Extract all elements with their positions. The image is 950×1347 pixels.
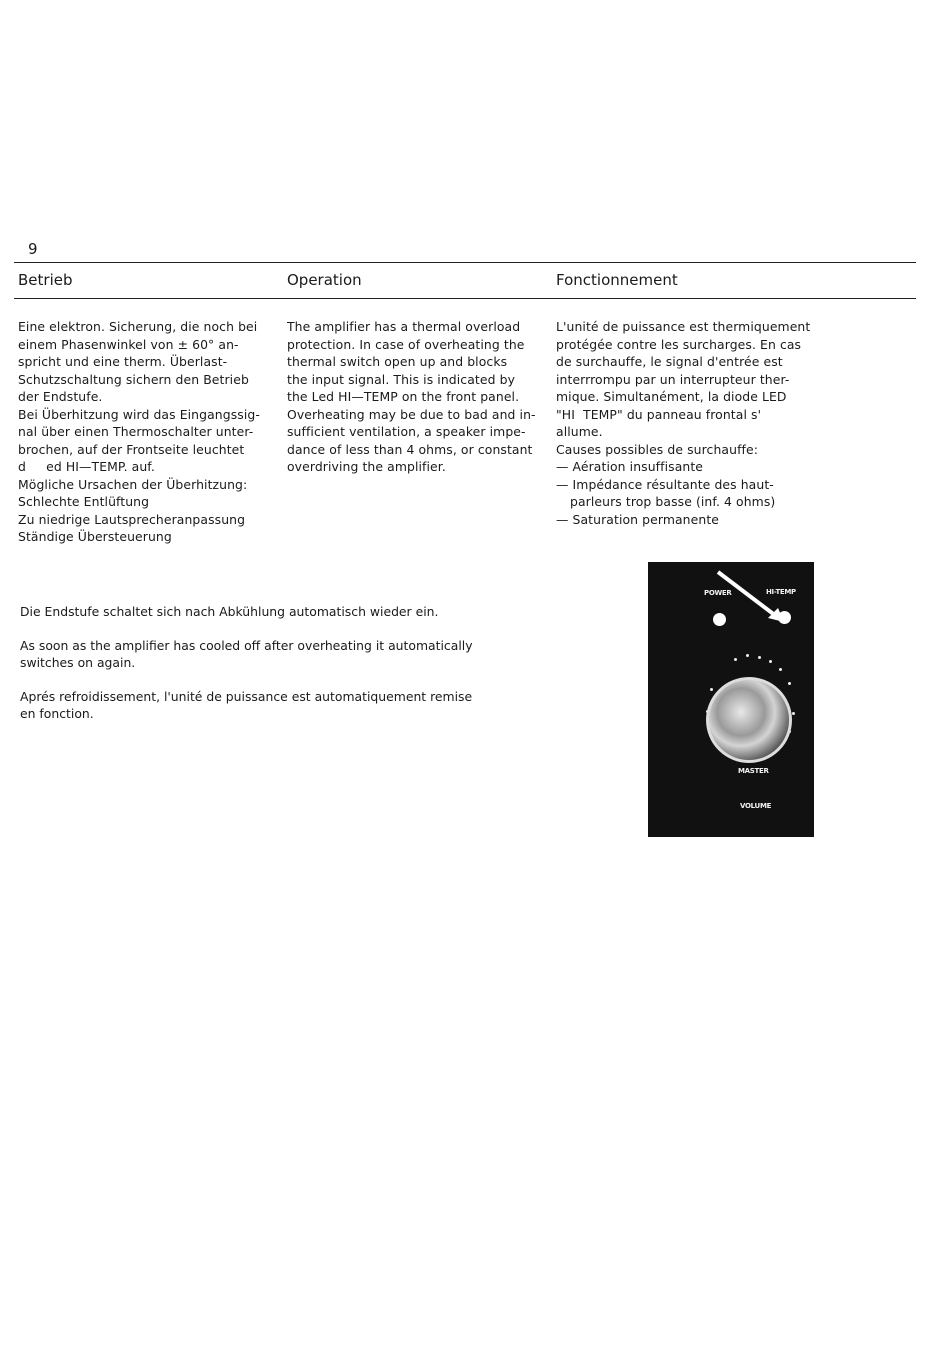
- en-line: The amplifier has a thermal overload: [287, 319, 521, 334]
- french-column: [556, 318, 812, 528]
- note-fr-line: en fonction.: [20, 706, 94, 721]
- heading-fonctionnement: Fonctionnement: [556, 271, 678, 289]
- master-label: MASTER: [738, 767, 769, 775]
- power-led-icon: [713, 613, 726, 626]
- en-line: the Led HI—TEMP on the front panel.: [287, 389, 520, 404]
- english-column: [287, 318, 539, 476]
- german-column: [18, 318, 268, 546]
- de-line: einem Phasenwinkel von ± 60° an-: [18, 336, 239, 352]
- fr-line: L'unité de puissance est thermiquement: [556, 319, 811, 334]
- de-line: Zu niedrige Lautsprecheranpassung: [18, 511, 246, 527]
- note-en-line: switches on again.: [20, 655, 136, 670]
- en-line: thermal switch open up and blocks: [287, 354, 508, 369]
- de-line: Schlechte Entlüftung: [18, 494, 150, 509]
- heading-betrieb: Betrieb: [18, 271, 73, 289]
- de-line: Schutzschaltung sichern den Betrieb: [18, 371, 249, 387]
- header-rule-bottom: [14, 298, 916, 299]
- volume-label: VOLUME: [740, 802, 772, 810]
- page-number: 9: [28, 240, 38, 258]
- en-line: sufficient ventilation, a speaker impe-: [287, 424, 526, 439]
- note-de-text: Die Endstufe schaltet sich nach Abkühlung automatisch wieder ein.: [20, 604, 439, 619]
- note-fr: [20, 688, 520, 723]
- fr-line: mique. Simultanément, la diode LED: [556, 389, 787, 404]
- de-line: nal über einen Thermoschalter unter-: [18, 424, 254, 439]
- scale-dot: [758, 656, 761, 659]
- en-line: dance of less than 4 ohms, or constant: [287, 441, 533, 457]
- scale-dot: [769, 660, 772, 663]
- fr-line: — Aération insuffisante: [556, 459, 704, 474]
- en-line: overdriving the amplifier.: [287, 459, 446, 474]
- note-en-line: As soon as the amplifier has cooled off after overheating it automatically: [20, 637, 473, 653]
- de-line: Ständige Übersteuerung: [18, 529, 172, 544]
- en-line: Overheating may be due to bad and in-: [287, 406, 536, 422]
- de-line: Eine elektron. Sicherung, die noch bei: [18, 319, 258, 334]
- scale-dot: [746, 654, 749, 657]
- heading-operation: Operation: [287, 271, 362, 289]
- de-line: spricht und eine therm. Überlast-: [18, 354, 228, 369]
- note-de: [20, 603, 520, 621]
- de-line: brochen, auf der Frontseite leuchtet: [18, 441, 245, 457]
- fr-line: "HI TEMP" du panneau frontal s': [556, 406, 762, 422]
- en-line: protection. In case of overheating the: [287, 336, 525, 352]
- scale-dot: [779, 668, 782, 671]
- de-line: der Endstufe.: [18, 389, 103, 404]
- fr-line: — Saturation permanente: [556, 511, 719, 527]
- fr-line: — Impédance résultante des haut-: [556, 476, 774, 492]
- fr-line: de surchauffe, le signal d'entrée est: [556, 354, 783, 369]
- de-line: Mögliche Ursachen der Überhitzung:: [18, 476, 248, 492]
- hitemp-label: HI-TEMP: [766, 588, 796, 596]
- en-line: the input signal. This is indicated by: [287, 371, 515, 387]
- master-volume-knob: [706, 677, 792, 763]
- auto-restart-notes: [20, 603, 520, 739]
- de-line: Bei Überhitzung wird das Eingangssig-: [18, 406, 260, 422]
- de-line: d ed HI—TEMP. auf.: [18, 459, 155, 474]
- arrow-icon: [648, 562, 814, 642]
- front-panel-photo: [648, 562, 814, 837]
- fr-line: interrrompu par un interrupteur ther-: [556, 371, 790, 387]
- fr-line: protégée contre les surcharges. En cas: [556, 336, 802, 352]
- scale-dot: [788, 682, 791, 685]
- note-fr-line: Aprés refroidissement, l'unité de puissance est automatiquement remise: [20, 688, 473, 704]
- header-rule-top: [14, 262, 916, 263]
- power-label: POWER: [704, 589, 732, 597]
- hitemp-led-icon: [778, 611, 791, 624]
- fr-line: allume.: [556, 424, 603, 439]
- scale-dot: [710, 688, 713, 691]
- scale-dot: [792, 712, 795, 715]
- fr-line: parleurs trop basse (inf. 4 ohms): [570, 494, 776, 509]
- note-en: [20, 637, 520, 672]
- scale-dot: [734, 658, 737, 661]
- fr-line: Causes possibles de surchauffe:: [556, 441, 758, 457]
